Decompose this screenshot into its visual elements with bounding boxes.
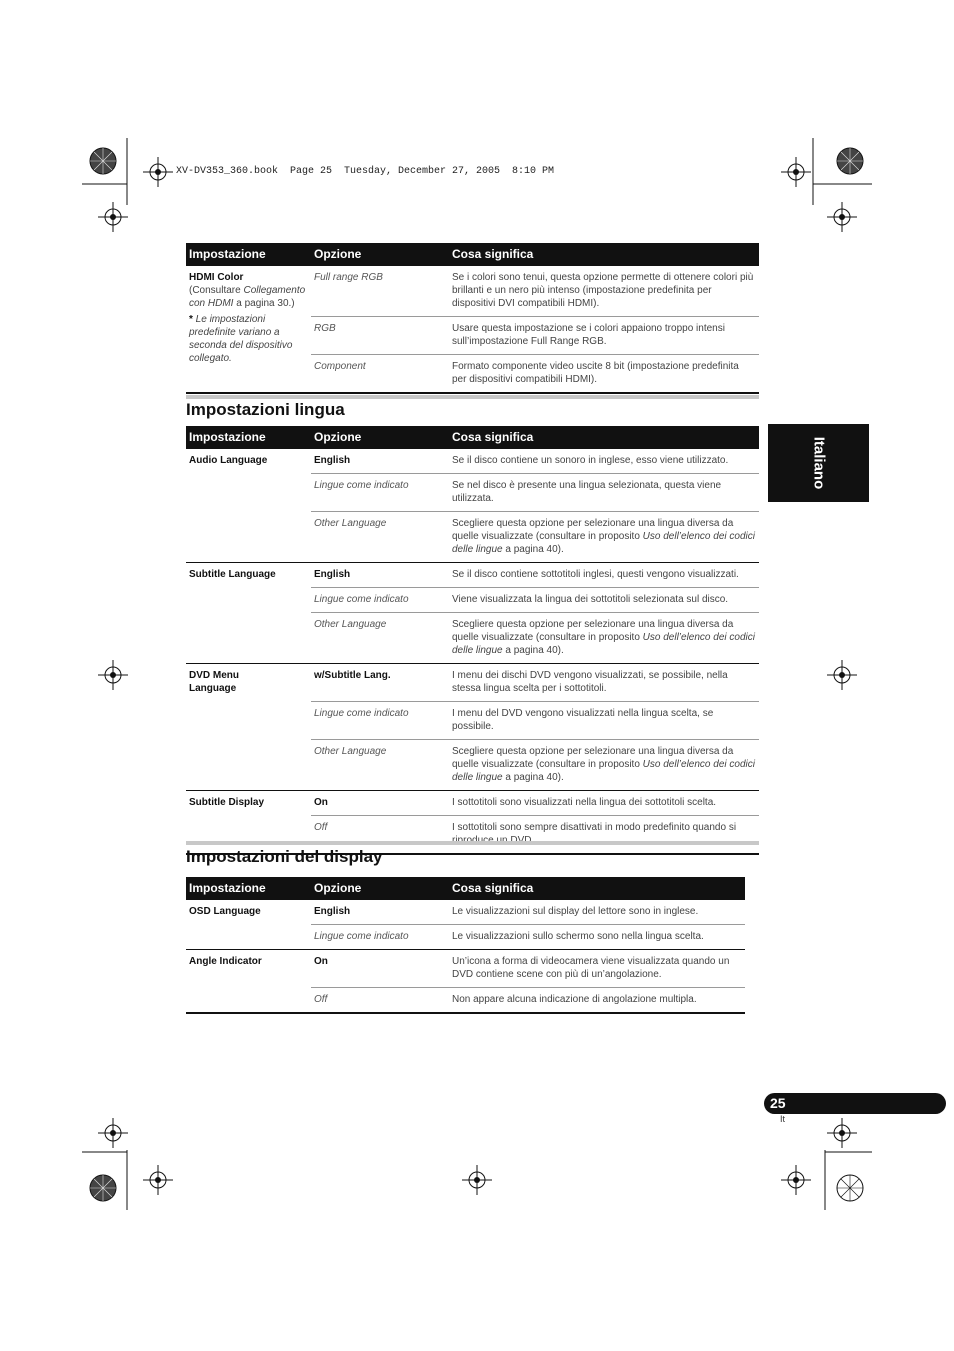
meaning-link: Uso dell’elenco dei codici delle lingue (452, 632, 755, 656)
setting-note-prefix: (Consultare (189, 285, 244, 296)
meaning-text: a pagina 40). (502, 772, 564, 783)
column-header-setting: Impostazione (186, 243, 311, 266)
table-row (186, 266, 759, 317)
meaning-cell: Se il disco contiene un sonoro in inglese, esso viene utilizzato. (449, 449, 759, 474)
starburst-mark-bottom-left (88, 1173, 118, 1203)
setting-cell-osd-language: OSD Language (186, 900, 311, 950)
starburst-mark-bottom-right (835, 1173, 865, 1203)
column-header-option: Opzione (311, 426, 449, 449)
option-cell: Lingue come indicato (311, 474, 449, 512)
option-cell: Full range RGB (311, 266, 449, 317)
registration-mark-mid-left (98, 660, 128, 690)
table-row (186, 950, 745, 988)
table-row (186, 449, 759, 474)
table-row (186, 900, 745, 925)
meaning-cell: Le visualizzazioni sul display del lettore sono in inglese. (449, 900, 745, 925)
registration-mark-bottom-left (98, 1118, 128, 1148)
default-note: Le impostazioni predefinite variano a seconda del dispositivo collegato. (189, 314, 293, 364)
option-cell: English (311, 900, 449, 925)
meaning-cell (449, 740, 759, 791)
page-number: 25 (770, 1095, 786, 1111)
option-cell: Off (311, 988, 449, 1014)
column-header-setting: Impostazione (186, 426, 311, 449)
option-cell: Off (311, 816, 449, 855)
meaning-cell: Non appare alcuna indicazione di angolazione multipla. (449, 988, 745, 1014)
column-header-meaning: Cosa significa (449, 243, 759, 266)
meaning-text: Scegliere questa opzione per selezionare una lingua diversa da quelle visualizzate (consultare in proposito (452, 518, 734, 542)
display-settings-table (186, 877, 745, 1014)
setting-name: HDMI Color (189, 272, 244, 283)
option-cell: English (311, 563, 449, 588)
meaning-cell: I menu del DVD vengono visualizzati nella lingua scelta, se possibile. (449, 702, 759, 740)
setting-cell-audio-language: Audio Language (186, 449, 311, 563)
setting-cell-dvd-menu-language: DVD Menu Language (186, 664, 311, 791)
book-header-line: XV-DV353_360.book Page 25 Tuesday, December 27, 2005 8:10 PM (176, 166, 555, 177)
registration-mark-bottom-center (462, 1165, 492, 1195)
starburst-mark-top-right (835, 146, 865, 176)
starburst-mark-top-left (88, 146, 118, 176)
registration-mark-top-right-2 (827, 202, 857, 232)
column-header-meaning: Cosa significa (449, 426, 759, 449)
hdmi-settings-table (186, 243, 759, 394)
registration-mark-top-left (143, 157, 173, 187)
section-title-display: Impostazioni del display (186, 847, 383, 866)
section-rule-display (186, 841, 759, 845)
side-tab-label: Italiano (810, 436, 827, 490)
column-header-setting: Impostazione (186, 877, 311, 900)
option-cell: Other Language (311, 740, 449, 791)
column-header-meaning: Cosa significa (449, 877, 745, 900)
column-header-option: Opzione (311, 243, 449, 266)
meaning-cell: Usare questa impostazione se i colori appaiono troppo intensi sull’impostazione Full Range RGB. (449, 317, 759, 355)
table-header-row (186, 243, 759, 266)
meaning-cell: Viene visualizzata la lingua dei sottotitoli selezionata sul disco. (449, 588, 759, 613)
setting-cell-angle-indicator: Angle Indicator (186, 950, 311, 1014)
meaning-link: Uso dell’elenco dei codici delle lingue (452, 531, 755, 555)
table-header-row (186, 877, 745, 900)
language-side-tab (768, 424, 869, 502)
option-cell: Component (311, 355, 449, 394)
section-title-lingua: Impostazioni lingua (186, 400, 345, 419)
meaning-cell: Un’icona a forma di videocamera viene visualizzata quando un DVD contiene scene con più di un’angolazione. (449, 950, 745, 988)
registration-mark-bottom-left-2 (143, 1165, 173, 1195)
meaning-cell (449, 512, 759, 563)
registration-mark-bottom-right (781, 1165, 811, 1195)
meaning-cell: Se il disco contiene sottotitoli inglesi, questi vengono visualizzati. (449, 563, 759, 588)
option-cell: Lingue come indicato (311, 702, 449, 740)
footnote-star: * (189, 314, 193, 325)
setting-note-suffix: a pagina 30.) (233, 298, 295, 309)
table-header-row (186, 426, 759, 449)
meaning-cell: I sottotitoli sono sempre disattivati in modo predefinito quando si (449, 816, 759, 855)
option-cell: RGB (311, 317, 449, 355)
registration-mark-top-left-2 (98, 202, 128, 232)
setting-cell-subtitle-display: Subtitle Display (186, 791, 311, 855)
setting-cell-subtitle-language: Subtitle Language (186, 563, 311, 664)
meaning-cell: I sottotitoli sono visualizzati nella lingua dei sottotitoli scelta. (449, 791, 759, 816)
meaning-text: Scegliere questa opzione per selezionare una lingua diversa da quelle visualizzate (consultare in proposito (452, 746, 734, 770)
table-row (186, 664, 759, 702)
meaning-cell: Le visualizzazioni sullo schermo sono nella lingua scelta. (449, 925, 745, 950)
option-cell: Other Language (311, 512, 449, 563)
meaning-cell: Se i colori sono tenui, questa opzione permette di ottenere colori più brillanti e un nero più intenso (impostazione predefinita per dispositivi DVI compatibili HDMI). (449, 266, 759, 317)
page-language-code: It (780, 1114, 786, 1124)
column-header-option: Opzione (311, 877, 449, 900)
registration-mark-top-right (781, 157, 811, 187)
meaning-text: a pagina 40). (502, 544, 564, 555)
option-cell: Lingue come indicato (311, 588, 449, 613)
table-row (186, 563, 759, 588)
meaning-cell: Formato componente video uscite 8 bit (impostazione predefinita per dispositivi compatibili HDMI). (449, 355, 759, 394)
table-row (186, 791, 759, 816)
meaning-cell: I menu dei dischi DVD vengono visualizzati, se possibile, nella stessa lingua scelta per i sottotitoli. (449, 664, 759, 702)
meaning-link: Uso dell’elenco dei codici delle lingue (452, 759, 755, 783)
option-cell: On (311, 950, 449, 988)
registration-mark-bottom-right-2 (827, 1118, 857, 1148)
page-number-pill (764, 1093, 946, 1114)
option-cell: w/Subtitle Lang. (311, 664, 449, 702)
option-cell: Other Language (311, 613, 449, 664)
registration-mark-mid-right (827, 660, 857, 690)
meaning-text: Scegliere questa opzione per selezionare una lingua diversa da quelle visualizzate (consultare in proposito (452, 619, 734, 643)
section-rule-lingua (186, 395, 759, 399)
meaning-text: a pagina 40). (502, 645, 564, 656)
language-settings-table (186, 426, 759, 855)
meaning-cell (449, 613, 759, 664)
setting-note-link: Collegamento con HDMI (189, 285, 306, 309)
option-cell: Lingue come indicato (311, 925, 449, 950)
option-cell: English (311, 449, 449, 474)
setting-cell-hdmi-color (186, 266, 311, 393)
meaning-cell: Se nel disco è presente una lingua selezionata, questa viene utilizzata. (449, 474, 759, 512)
option-cell: On (311, 791, 449, 816)
